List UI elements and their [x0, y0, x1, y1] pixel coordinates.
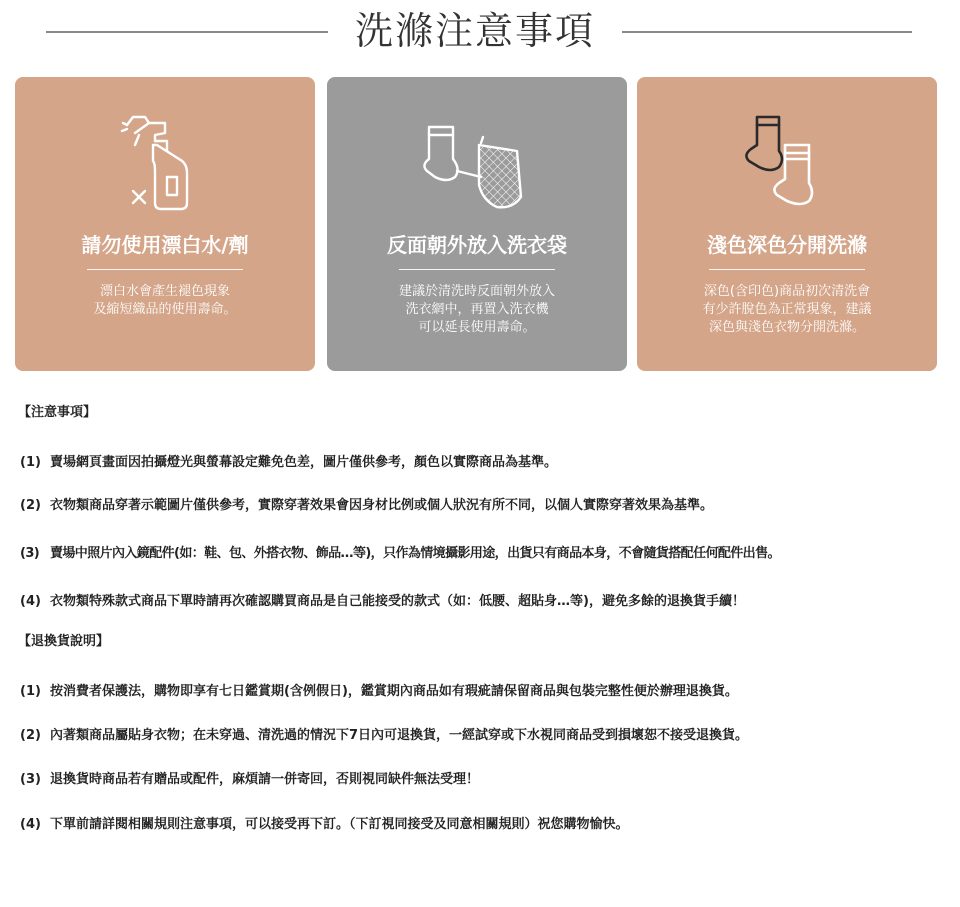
- returns-heading: 【退換貨說明】: [18, 634, 110, 649]
- page-title: 洗滌注意事項: [354, 9, 595, 53]
- notes-item: [20, 590, 745, 609]
- card-desc-line: 深色(含印色)商品初次清洗會: [703, 284, 871, 299]
- notes-item: [20, 542, 780, 561]
- item-number: (1): [20, 684, 41, 699]
- care-card-separate-colors: [637, 77, 937, 371]
- item-number: (3): [20, 772, 41, 787]
- notes-item: [20, 494, 713, 513]
- care-card-laundry-bag: [327, 77, 627, 371]
- returns-item: [20, 813, 629, 832]
- item-text: 按消費者保護法，購物即享有七日鑑賞期(含例假日)，鑑賞期內商品如有瑕疵請保留商品與包裝完整性便於辦理退換貨。: [50, 684, 738, 699]
- item-number: (3): [20, 546, 40, 561]
- card-title: 請勿使用漂白水/劑: [81, 233, 249, 257]
- item-number: (4): [20, 817, 41, 832]
- returns-item: [20, 724, 748, 743]
- care-card-no-bleach: [15, 77, 315, 371]
- returns-item: [20, 680, 738, 699]
- two-socks-icon: [727, 111, 847, 221]
- notes-item: [20, 451, 557, 470]
- card-divider: [87, 269, 243, 270]
- returns-item: [20, 768, 479, 787]
- page-header: [0, 0, 960, 62]
- item-number: (1): [20, 455, 41, 470]
- card-desc-line: 洗衣網中，再置入洗衣機: [405, 302, 549, 317]
- sock-laundry-bag-icon: [417, 111, 537, 221]
- card-desc-line: 可以延長使用壽命。: [418, 320, 536, 335]
- card-description: [35, 283, 295, 319]
- item-number: (2): [20, 498, 41, 513]
- card-desc-line: 建議於清洗時反面朝外放入: [398, 284, 555, 299]
- card-desc-line: 有少許脫色為正常現象，建議: [702, 302, 872, 317]
- card-title: 淺色深色分開洗滌: [707, 233, 867, 257]
- card-desc-line: 深色與淺色衣物分開洗滌。: [708, 320, 865, 335]
- card-desc-line: 漂白水會產生褪色現象: [99, 284, 230, 299]
- card-desc-line: 及縮短織品的使用壽命。: [93, 302, 237, 317]
- item-text: 退換貨時商品若有贈品或配件，麻煩請一併寄回，否則視同缺件無法受理！: [50, 772, 480, 787]
- card-description: [657, 283, 917, 337]
- card-title: 反面朝外放入洗衣袋: [387, 233, 567, 257]
- spray-bottle-no-bleach-icon: [105, 111, 225, 221]
- item-text: 內著類商品屬貼身衣物；在未穿過、清洗過的情況下7日內可退換貨，一經試穿或下水視同商品受到損壞恕不接受退換貨。: [50, 728, 749, 743]
- notes-heading: 【注意事項】: [18, 405, 97, 420]
- item-text: 衣物類特殊款式商品下單時請再次確認購買商品是自己能接受的款式（如：低腰、超貼身…等)，避免多餘的退換貨手續！: [50, 594, 745, 609]
- item-text: 賣場網頁畫面因拍攝燈光與螢幕設定難免色差，圖片僅供參考，顏色以實際商品為基準。: [50, 455, 558, 470]
- item-text: 下單前請詳閱相關規則注意事項，可以接受再下訂。（下訂視同接受及同意相關規則）祝您購物愉快。: [50, 817, 629, 832]
- item-text: 衣物類商品穿著示範圖片僅供參考，實際穿著效果會因身材比例或個人狀況有所不同，以個人實際穿著效果為基準。: [50, 498, 714, 513]
- card-divider: [399, 269, 555, 270]
- card-divider: [709, 269, 865, 270]
- header-divider-right: [622, 31, 912, 33]
- card-description: [347, 283, 607, 337]
- header-divider-left: [46, 31, 328, 33]
- item-number: (2): [20, 728, 41, 743]
- item-number: (4): [20, 594, 41, 609]
- item-text: 賣場中照片內入鏡配件(如：鞋、包、外搭衣物、飾品…等)，只作為情境攝影用途，出貨只有商品本身，不會隨貨搭配任何配件出售。: [50, 546, 780, 561]
